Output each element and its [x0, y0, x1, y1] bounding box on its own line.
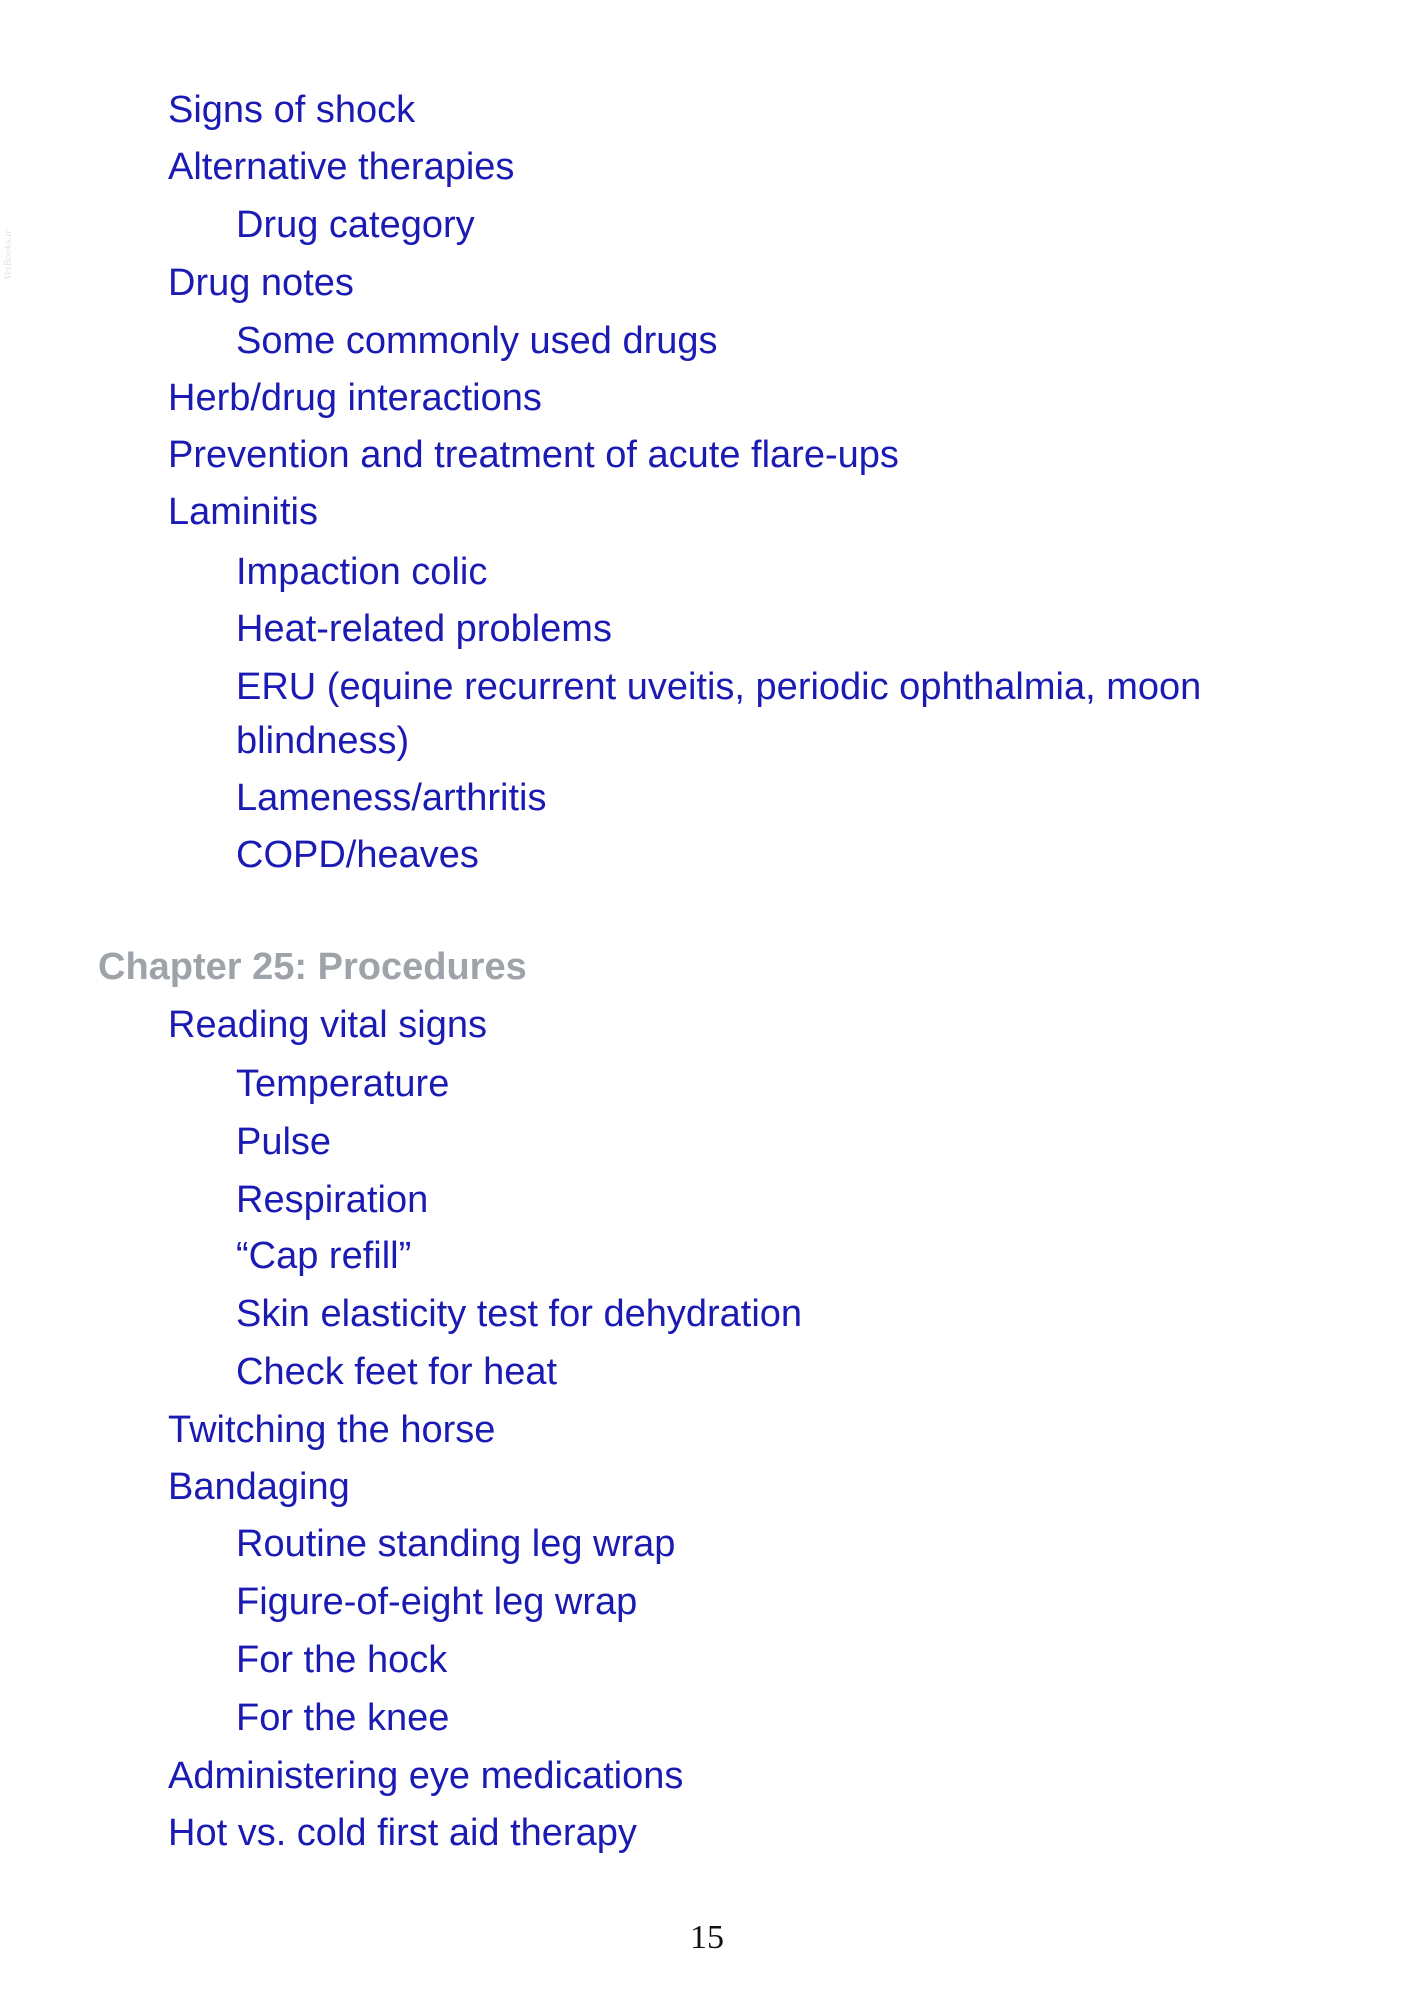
toc-subentry[interactable]: Some commonly used drugs: [236, 320, 718, 362]
toc-entry[interactable]: Hot vs. cold first aid therapy: [168, 1812, 637, 1854]
toc-subentry[interactable]: Respiration: [236, 1179, 429, 1221]
toc-subentry[interactable]: Temperature: [236, 1063, 450, 1105]
toc-subentry[interactable]: For the hock: [236, 1639, 448, 1681]
page-number: 15: [690, 1919, 724, 1956]
toc-subentry[interactable]: Lameness/arthritis: [236, 777, 547, 819]
toc-entry[interactable]: Alternative therapies: [168, 146, 515, 188]
toc-entry[interactable]: Herb/drug interactions: [168, 377, 542, 419]
toc-subentry-continuation[interactable]: blindness): [236, 720, 410, 762]
toc-subentry[interactable]: “Cap refill”: [236, 1235, 412, 1277]
toc-subentry[interactable]: Drug category: [236, 204, 475, 246]
toc-entry[interactable]: Laminitis: [168, 491, 318, 533]
toc-entry[interactable]: Signs of shock: [168, 89, 416, 131]
toc-entry[interactable]: Bandaging: [168, 1466, 350, 1508]
toc-subentry[interactable]: Pulse: [236, 1121, 332, 1163]
toc-subentry[interactable]: Routine standing leg wrap: [236, 1523, 676, 1565]
toc-entry[interactable]: Administering eye medications: [168, 1755, 684, 1797]
toc-entry[interactable]: Prevention and treatment of acute flare-ups: [168, 434, 899, 476]
toc-subentry[interactable]: COPD/heaves: [236, 834, 479, 876]
vetbooks-watermark: VetBooks.ir: [2, 229, 14, 280]
toc-entry[interactable]: Reading vital signs: [168, 1004, 487, 1046]
toc-subentry[interactable]: ERU (equine recurrent uveitis, periodic ophthalmia, moon: [236, 666, 1202, 708]
toc-subentry[interactable]: Heat-related problems: [236, 608, 612, 650]
toc-subentry[interactable]: For the knee: [236, 1697, 450, 1739]
toc-subentry[interactable]: Figure-of-eight leg wrap: [236, 1581, 638, 1623]
toc-subentry[interactable]: Check feet for heat: [236, 1351, 558, 1393]
toc-subentry[interactable]: Skin elasticity test for dehydration: [236, 1293, 803, 1335]
chapter-heading: Chapter 25: Procedures: [98, 946, 527, 988]
toc-subentry[interactable]: Impaction colic: [236, 551, 488, 593]
toc-entry[interactable]: Drug notes: [168, 262, 354, 304]
toc-entry[interactable]: Twitching the horse: [168, 1409, 496, 1451]
